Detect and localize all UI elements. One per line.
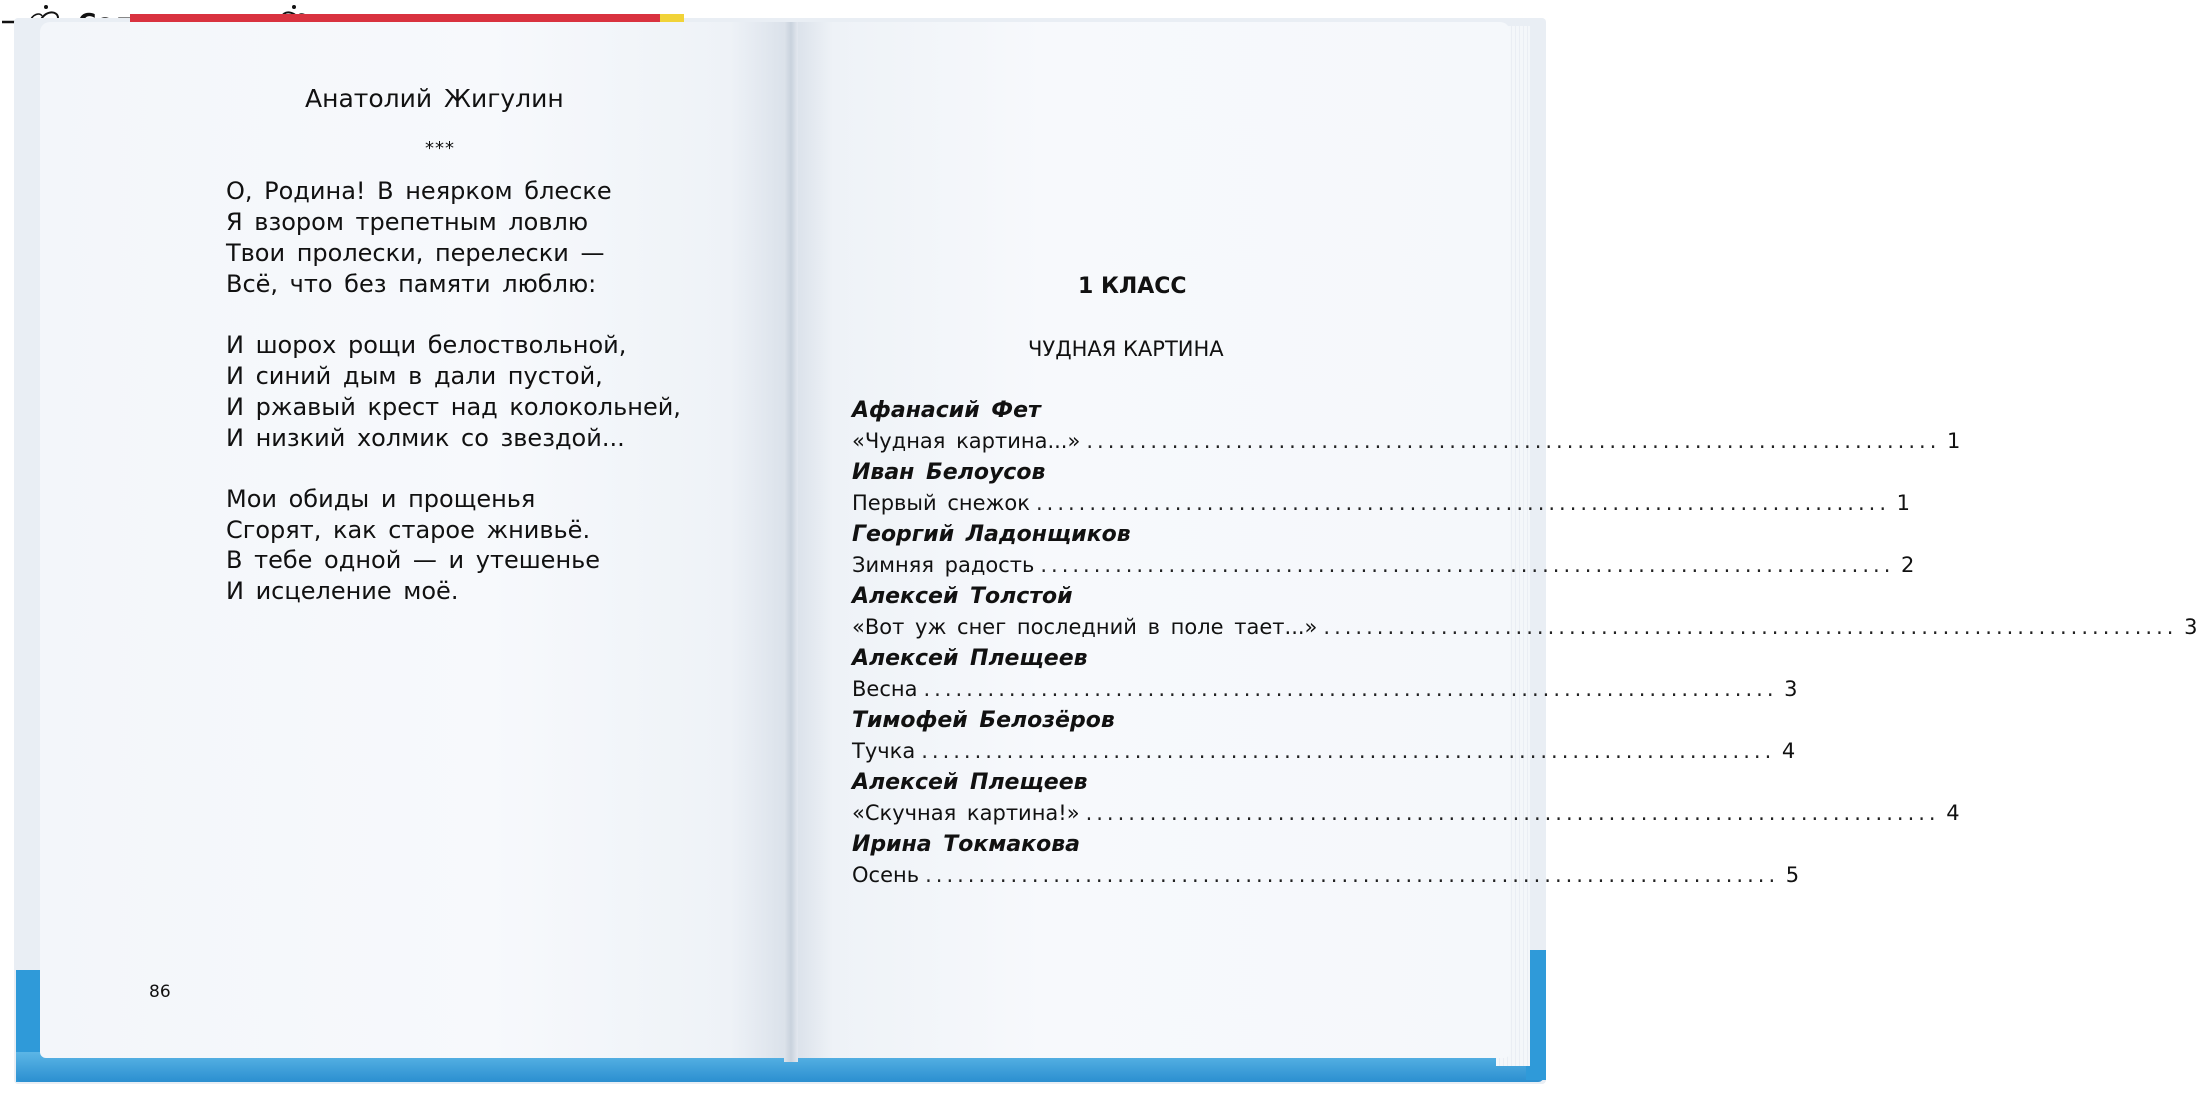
- toc-author: Афанасий Фет: [852, 398, 1041, 423]
- toc-entry[interactable]: [852, 674, 1798, 705]
- poem-line: И исцеление моё.: [226, 577, 459, 605]
- grade-title: 1 КЛАСС: [1078, 274, 1187, 299]
- toc-entry-page: 4: [1781, 739, 1796, 763]
- toc-entry[interactable]: [852, 550, 1915, 581]
- toc-entry-title: Осень: [852, 863, 920, 887]
- cover-red-edge: [130, 14, 680, 22]
- poem-line: Сгорят, как старое жнивьё.: [226, 516, 591, 544]
- poem-line: О, Родина! В неярком блеске: [226, 177, 612, 205]
- toc-entry[interactable]: [852, 860, 1800, 891]
- toc-author: Алексей Толстой: [852, 584, 1073, 609]
- toc-entry-page: 1: [1896, 491, 1910, 515]
- toc-entry-title: «Вот уж снег последний в поле тает...»: [852, 615, 1318, 639]
- toc-leader-dots: ................................................................................: [923, 677, 1778, 701]
- toc-author: Алексей Плещеев: [852, 770, 1088, 795]
- toc-leader-dots: ................................................................................: [1086, 429, 1941, 453]
- toc-entry-page: 5: [1785, 863, 1800, 887]
- section-title: ЧУДНАЯ КАРТИНА: [1028, 337, 1224, 361]
- cover-yellow-edge: [660, 14, 684, 22]
- toc-entry[interactable]: [852, 798, 1960, 829]
- toc-author: Алексей Плещеев: [852, 646, 1088, 671]
- poem-author: Анатолий Жигулин: [305, 84, 564, 113]
- poem-line: Твои пролески, перелески —: [226, 239, 605, 267]
- bleed-through-text: [235, 90, 242, 115]
- toc-author: Георгий Ладонщиков: [852, 522, 1131, 547]
- toc-entry-title: «Скучная картина!»: [852, 801, 1080, 825]
- toc-author: Иван Белоусов: [852, 460, 1046, 485]
- toc-leader-dots: ................................................................................: [1040, 553, 1895, 577]
- poem-line: Мои обиды и прощенья: [226, 485, 536, 513]
- toc-entry-title: Зимняя радость: [852, 553, 1035, 577]
- toc-entry-page: 1: [1947, 429, 1961, 453]
- toc-leader-dots: ................................................................................: [921, 739, 1776, 763]
- toc-entry[interactable]: [852, 426, 1961, 457]
- toc-entry-page: 2: [1901, 553, 1915, 577]
- toc-entry-title: Весна: [852, 677, 918, 701]
- toc-list: [852, 395, 2197, 891]
- poem-line: И ржавый крест над колокольней,: [226, 393, 681, 421]
- toc-leader-dots: ................................................................................: [1035, 491, 1890, 515]
- toc-leader-dots: ................................................................................: [1085, 801, 1940, 825]
- toc-entry-page: 3: [1784, 677, 1798, 701]
- poem-line: И синий дым в дали пустой,: [226, 362, 603, 390]
- page-number: 86: [149, 982, 171, 1002]
- toc-entry-page: 3: [2184, 615, 2197, 639]
- toc-entry-title: Первый снежок: [852, 491, 1030, 515]
- toc-entry-title: «Чудная картина...»: [852, 429, 1081, 453]
- toc-entry[interactable]: [852, 612, 2197, 643]
- toc-author: Ирина Токмакова: [852, 832, 1080, 857]
- book-gutter: [784, 22, 798, 1062]
- toc-leader-dots: ................................................................................: [925, 863, 1780, 887]
- toc-entry[interactable]: [852, 488, 1910, 519]
- poem-line: И низкий холмик со звездой...: [226, 424, 625, 452]
- poem-stars: ***: [425, 138, 455, 159]
- toc-leader-dots: ................................................................................: [1323, 615, 2178, 639]
- poem-line: И шорох рощи белоствольной,: [226, 331, 627, 359]
- toc-author: Тимофей Белозёров: [852, 708, 1115, 733]
- poem-line: Всё, что без памяти люблю:: [226, 270, 597, 298]
- poem-line: В тебе одной — и утешенье: [226, 546, 601, 574]
- toc-entry-title: Тучка: [852, 739, 916, 763]
- poem-line: Я взором трепетным ловлю: [226, 208, 589, 236]
- toc-entry-page: 4: [1946, 801, 1960, 825]
- toc-entry[interactable]: [852, 736, 1796, 767]
